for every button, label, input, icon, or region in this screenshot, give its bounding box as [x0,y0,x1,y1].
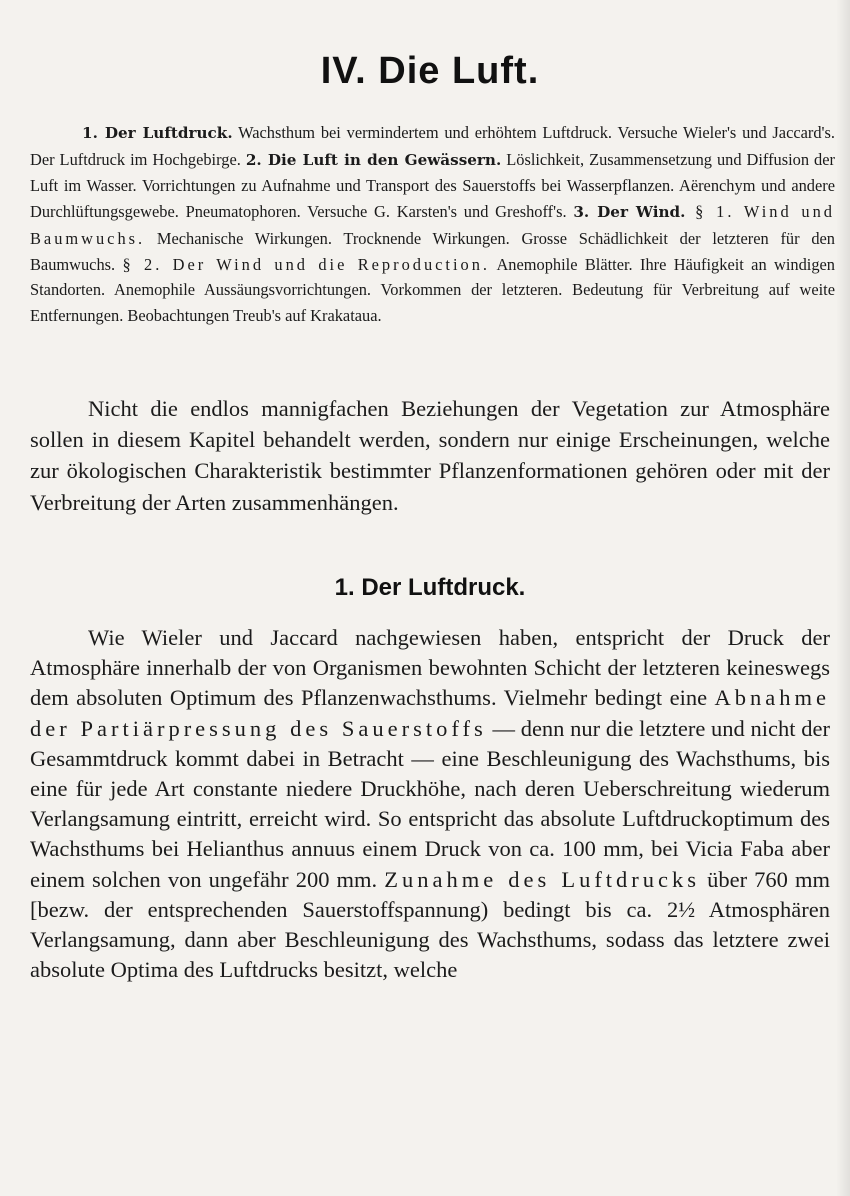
body-paragraph [30,623,830,985]
summary-text-1: Wachsthum bei vermindertem und erhöhtem Luftdruck. Versuche Wieler's und Jaccard's. Der Luftdruck im Hochgebirge. [30,123,835,169]
summary-subsection-2: § 2. Der Wind und die Reproduction. [122,254,491,274]
summary-heading-3: 3. Der Wind. [573,203,686,222]
summary-heading-1: 1. Der Luftdruck. [82,124,233,142]
body-text-1: Wie Wieler und Jaccard nachgewiesen haben, entspricht der Druck der Atmosphäre innerhalb der von Organismen bewohnten Schicht der letzteren keineswegs dem absoluten Optimum des Pflanzenwachsthums. Vielmehr bedingt eine [30,625,830,711]
chapter-title: IV. Die Luft. [320,50,540,92]
chapter-summary [30,120,835,329]
body-spaced-2: Zunahme des Luftdrucks [384,866,701,892]
summary-text-2: Löslichkeit, Zusammensetzung und Diffusion der Luft im Wasser. Vorrichtungen zu Aufnahme und Transport des Sauerstoffs bei Wasserpflanzen. Aërenchym und andere Durchlüftungsgewebe. Pneumatophoren. Versuche G. Karsten's und Greshoff's. [30,149,835,222]
summary-heading-2: 2. Die Luft in den Gewässern. [245,150,502,169]
body-text-2: — denn nur die letztere und nicht der Gesammtdruck kommt dabei in Betracht — eine Beschleunigung des Wachsthums, bis eine für jede Art constante niedere Druckhöhe, nach deren Ueberschreitung wiederum Verlangsamung eintritt, erreicht wird. So entspricht das absolute Luftdruckoptimum des Wachsthums bei Helianthus annuus einem Druck von ca. 100 mm, bei Vicia Faba aber einem solchen von ungefähr 200 mm. [30,715,830,892]
intro-paragraph [30,393,830,518]
section-title: 1. Der Luftdruck. [334,574,526,601]
summary-text-3: Mechanische Wirkungen. Trocknende Wirkungen. Grosse Schädlichkeit der letzteren für den Baumwuchs. [30,228,835,274]
summary-subsection-1: § 1. Wind und Baumwuchs. [30,202,835,248]
body-spaced-1: Abnahme der Partiärpressung des Sauerstoffs [30,685,830,741]
intro-text: Nicht die endlos mannigfachen Beziehungen der Vegetation zur Atmosphäre sollen in diesem Kapitel behandelt werden, sondern nur einige Erscheinungen, welche zur ökologischen Charakteristik bestimmter Pflanzenformationen gehören oder mit der Verbreitung der Arten zusammenhängen. [30,396,830,515]
page-edge-shadow [836,0,850,1196]
body-text-3: über 760 mm [bezw. der entsprechenden Sauerstoffspannung) bedingt bis ca. 2½ Atmosphären Verlangsamung, dann aber Beschleunigung des Wachsthums, sodass das letztere zwei absolute Optima des Luftdrucks besitzt, welche [30,866,830,983]
summary-text-4: Anemophile Blätter. Ihre Häufigkeit an windigen Standorten. Anemophile Aussäungsvorrichtungen. Vorkommen der letzteren. Bedeutung für Verbreitung auf weite Entfernungen. Beobachtungen Treub's auf Krakataua. [30,254,835,325]
